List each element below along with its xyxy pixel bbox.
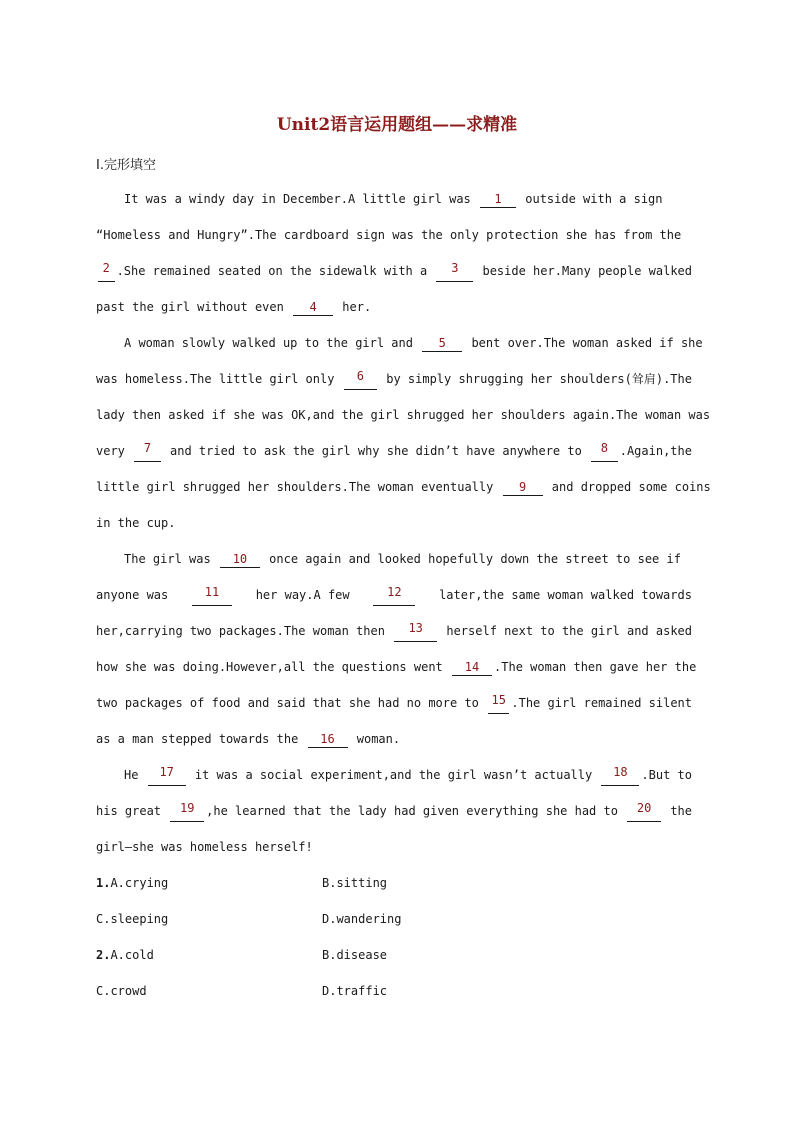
passage-text: .The woman then gave her the <box>494 660 697 674</box>
passage-text: ,he learned that the lady had given everything she had to <box>206 804 626 818</box>
passage-text: and tried to ask the girl why she didn’t have anywhere to <box>162 444 590 458</box>
question-number: 2. <box>96 948 111 962</box>
answer-blank[interactable]: 7 <box>134 440 161 462</box>
passage-text: outside with a sign <box>518 192 663 206</box>
answer-blank[interactable]: 3 <box>436 260 473 282</box>
answer-blank[interactable]: 17 <box>148 764 186 786</box>
passage-text: past the girl without even <box>96 300 292 314</box>
answer-blank[interactable]: 19 <box>170 800 204 822</box>
passage-line <box>96 260 692 282</box>
answer-blank[interactable]: 12 <box>373 584 415 606</box>
answer-blank[interactable]: 15 <box>488 692 509 714</box>
answer-blank[interactable]: 6 <box>344 368 377 390</box>
passage-text: little girl shrugged her shoulders.The woman eventually <box>96 480 501 494</box>
option-label: D.wandering <box>322 912 402 926</box>
passage-text: once again and looked hopefully down the street to see if <box>261 552 681 566</box>
passage-text: very <box>96 444 133 458</box>
passage-line <box>96 296 371 318</box>
option-label: C.sleeping <box>96 912 169 926</box>
passage-text: He <box>124 768 146 782</box>
passage-line <box>124 548 681 570</box>
option-label: B.sitting <box>322 876 388 890</box>
passage-text: by simply shrugging her shoulders(耸肩).The <box>379 372 692 386</box>
passage-text: the <box>663 804 692 818</box>
option-label: B.disease <box>322 948 388 962</box>
option-item[interactable] <box>96 908 168 930</box>
passage-text: two packages of food and said that she had no more to <box>96 696 487 710</box>
passage-text: anyone was <box>96 588 176 602</box>
passage-line <box>96 476 711 498</box>
section-heading: Ⅰ.完形填空 <box>96 158 156 173</box>
answer-blank[interactable]: 18 <box>601 764 639 786</box>
passage-text: A woman slowly walked up to the girl and <box>124 336 421 350</box>
passage-text: .Again,the <box>619 444 692 458</box>
answer-blank[interactable]: 20 <box>627 800 661 822</box>
answer-blank[interactable]: 13 <box>394 620 437 642</box>
option-label: A.crying <box>110 876 169 890</box>
answer-blank[interactable]: 2 <box>98 260 115 282</box>
option-item[interactable] <box>96 980 147 1002</box>
answer-blank[interactable]: 10 <box>220 551 260 568</box>
answer-blank[interactable]: 4 <box>293 299 333 316</box>
passage-line <box>96 656 696 678</box>
answer-blank[interactable]: 1 <box>480 191 516 208</box>
passage-line <box>124 188 663 210</box>
passage-text: woman. <box>349 732 401 746</box>
passage-line <box>96 836 313 858</box>
passage-text: “Homeless and Hungry”.The cardboard sign was the only protection she has from the <box>96 228 689 242</box>
passage-text: .She remained seated on the sidewalk with a <box>116 264 435 278</box>
option-label: D.traffic <box>322 984 388 998</box>
passage-text: later,the same woman walked towards <box>431 588 692 602</box>
passage-line <box>124 332 703 354</box>
passage-text: lady then asked if she was OK,and the girl shrugged her shoulders again.The woman was <box>96 408 711 422</box>
option-label: A.cold <box>110 948 154 962</box>
option-item[interactable] <box>322 944 387 966</box>
answer-blank[interactable]: 9 <box>503 479 543 496</box>
passage-line <box>96 692 692 714</box>
passage-line <box>96 440 692 462</box>
answer-blank[interactable]: 16 <box>308 731 348 748</box>
passage-line <box>96 728 400 750</box>
passage-line <box>96 512 175 534</box>
passage-text: his great <box>96 804 169 818</box>
passage-line <box>96 800 692 822</box>
option-item[interactable] <box>322 908 401 930</box>
passage-text: herself next to the girl and asked <box>439 624 692 638</box>
passage-line <box>124 764 692 786</box>
option-item[interactable] <box>96 944 154 966</box>
passage-text: was homeless.The little girl only <box>96 372 342 386</box>
passage-text: The girl was <box>124 552 218 566</box>
passage-text: .The girl remained silent <box>511 696 692 710</box>
answer-blank[interactable]: 8 <box>591 440 618 462</box>
passage-line <box>96 368 692 390</box>
passage-text: it was a social experiment,and the girl wasn’t actually <box>187 768 600 782</box>
passage-line <box>96 584 692 606</box>
passage-line <box>96 224 692 246</box>
option-item[interactable] <box>322 872 387 894</box>
passage-text: beside her.Many people walked <box>475 264 692 278</box>
passage-text: bent over.The woman asked if she <box>464 336 703 350</box>
passage-text: .But to <box>641 768 692 782</box>
page-title: Unit2语言运用题组——求精准 <box>276 115 518 135</box>
answer-blank[interactable]: 11 <box>192 584 232 606</box>
passage-text: her,carrying two packages.The woman then <box>96 624 393 638</box>
question-number: 1. <box>96 876 111 890</box>
answer-blank[interactable]: 5 <box>422 335 462 352</box>
passage-text: her. <box>335 300 372 314</box>
passage-text: as a man stepped towards the <box>96 732 306 746</box>
passage-text: in the cup. <box>96 516 176 530</box>
option-label: C.crowd <box>96 984 147 998</box>
passage-line <box>96 404 711 426</box>
passage-text: her way.A few <box>248 588 357 602</box>
passage-text: and dropped some coins <box>544 480 711 494</box>
passage-text: how she was doing.However,all the questions went <box>96 660 451 674</box>
option-item[interactable] <box>322 980 387 1002</box>
option-item[interactable] <box>96 872 168 894</box>
passage-text: girl—she was homeless herself! <box>96 840 313 854</box>
passage-line <box>96 620 692 642</box>
answer-blank[interactable]: 14 <box>452 659 492 676</box>
passage-text: It was a windy day in December.A little girl was <box>124 192 479 206</box>
